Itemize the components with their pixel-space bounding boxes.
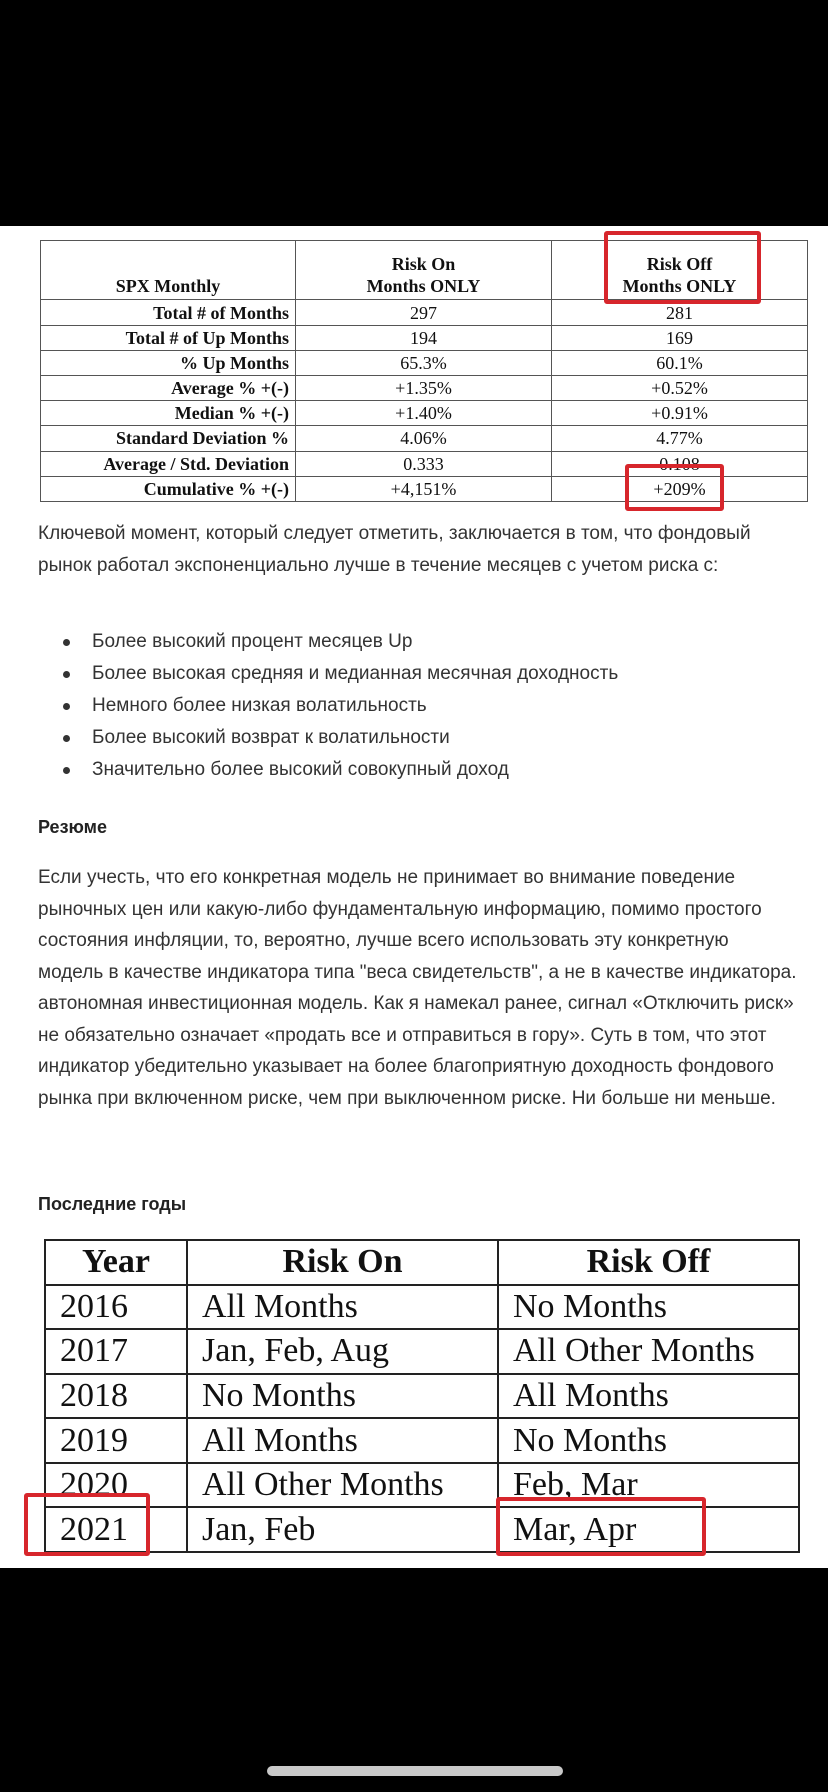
header-risk-on: Risk On Months ONLY	[296, 241, 552, 300]
risk-on-cell: All Other Months	[187, 1463, 498, 1508]
row-label: Average % +(-)	[41, 376, 296, 401]
summary-heading: Резюме	[38, 817, 107, 837]
bullet-list	[38, 626, 828, 786]
bullet-dot-icon	[63, 671, 70, 678]
risk-on-value: +1.40%	[296, 401, 552, 426]
table-row	[41, 401, 808, 426]
home-indicator[interactable]	[267, 1766, 563, 1776]
list-item: Более высокий процент месяцев Up	[92, 626, 828, 658]
highlight-box-cumulative-risk-off	[625, 464, 724, 511]
table-row	[41, 350, 808, 375]
list-item: Немного более низкая волатильность	[92, 690, 828, 722]
risk-off-value: +0.91%	[552, 401, 808, 426]
row-label: Standard Deviation %	[41, 426, 296, 451]
risk-on-cell: All Months	[187, 1285, 498, 1330]
risk-on-value: 194	[296, 325, 552, 350]
year-cell: 2018	[45, 1374, 187, 1419]
risk-off-value: +209%	[552, 476, 808, 501]
table-row	[45, 1329, 799, 1374]
intro-paragraph: Ключевой момент, который следует отметить, заключается в том, что фондовый рынок работал экспоненциально лучше в течение месяцев с учетом риска с:	[38, 523, 751, 576]
risk-off-value: 169	[552, 325, 808, 350]
table-row	[41, 376, 808, 401]
highlight-box-mar-apr	[496, 1497, 706, 1556]
risk-on-value: 297	[296, 300, 552, 325]
table-row	[45, 1374, 799, 1419]
risk-off-value: 0.108	[552, 451, 808, 476]
risk-on-value: +4,151%	[296, 476, 552, 501]
list-item: Значительно более высокий совокупный доход	[92, 754, 828, 786]
risk-off-cell: Feb, Mar	[498, 1463, 799, 1508]
header-risk-off: Risk Off Months ONLY	[552, 241, 808, 300]
risk-off-cell: No Months	[498, 1418, 799, 1463]
risk-on-cell: No Months	[187, 1374, 498, 1419]
list-item: Более высокий возврат к волатильности	[92, 722, 828, 754]
row-label: Average / Std. Deviation	[41, 451, 296, 476]
risk-on-value: 4.06%	[296, 426, 552, 451]
year-cell: 2019	[45, 1418, 187, 1463]
risk-on-cell: All Months	[187, 1418, 498, 1463]
risk-off-cell: All Months	[498, 1374, 799, 1419]
bullet-dot-icon	[63, 703, 70, 710]
bullet-dot-icon	[63, 767, 70, 774]
risk-off-cell: No Months	[498, 1285, 799, 1330]
summary-paragraph: Если учесть, что его конкретная модель не принимает во внимание поведение рыночных цен или какую-либо фундаментальную информацию, помимо простого состояния инфляции, то, вероятно, лучше всего использовать эту конкретную модель в качестве индикатора типа "веса свидетельств", а не в качестве индикатора. автономная инвестиционная модель. Как я намекал ранее, сигнал «Отключить риск» не обязательно означает «продать все и отправиться в гору». Суть в том, что этот индикатор убедительно указывает на более благоприятную доходность фондового рынка при включенном риске, чем при выключенном риске. Ни больше ни меньше.	[38, 867, 797, 1109]
year-cell: 2016	[45, 1285, 187, 1330]
list-item: Более высокая средняя и медианная месячная доходность	[92, 658, 828, 690]
header-risk-on: Risk On	[187, 1240, 498, 1285]
risk-on-value: 65.3%	[296, 350, 552, 375]
row-label: Total # of Up Months	[41, 325, 296, 350]
year-cell: 2017	[45, 1329, 187, 1374]
bullet-dot-icon	[63, 735, 70, 742]
risk-off-value: +0.52%	[552, 376, 808, 401]
header-year: Year	[45, 1240, 187, 1285]
highlight-box-2021	[24, 1493, 150, 1556]
risk-on-value: +1.35%	[296, 376, 552, 401]
recent-years-heading: Последние годы	[38, 1194, 187, 1214]
risk-off-cell: All Other Months	[498, 1329, 799, 1374]
bullet-dot-icon	[63, 639, 70, 646]
year-cell: 2020	[45, 1463, 187, 1508]
risk-off-cell: Mar, Apr	[498, 1507, 799, 1552]
table-row	[41, 325, 808, 350]
risk-on-cell: Jan, Feb	[187, 1507, 498, 1552]
risk-off-value: 281	[552, 300, 808, 325]
risk-off-value: 4.77%	[552, 426, 808, 451]
row-label: Cumulative % +(-)	[41, 476, 296, 501]
table-row	[45, 1285, 799, 1330]
row-label: Median % +(-)	[41, 401, 296, 426]
year-cell: 2021	[45, 1507, 187, 1552]
table-row	[41, 426, 808, 451]
risk-on-cell: Jan, Feb, Aug	[187, 1329, 498, 1374]
table-header-row	[45, 1240, 799, 1285]
row-label: Total # of Months	[41, 300, 296, 325]
table-row	[45, 1418, 799, 1463]
row-label: % Up Months	[41, 350, 296, 375]
risk-on-value: 0.333	[296, 451, 552, 476]
header-label: SPX Monthly	[41, 241, 296, 300]
highlight-box-risk-off-header	[604, 231, 761, 304]
article-screenshot	[0, 226, 828, 1568]
header-risk-off: Risk Off	[498, 1240, 799, 1285]
risk-off-value: 60.1%	[552, 350, 808, 375]
